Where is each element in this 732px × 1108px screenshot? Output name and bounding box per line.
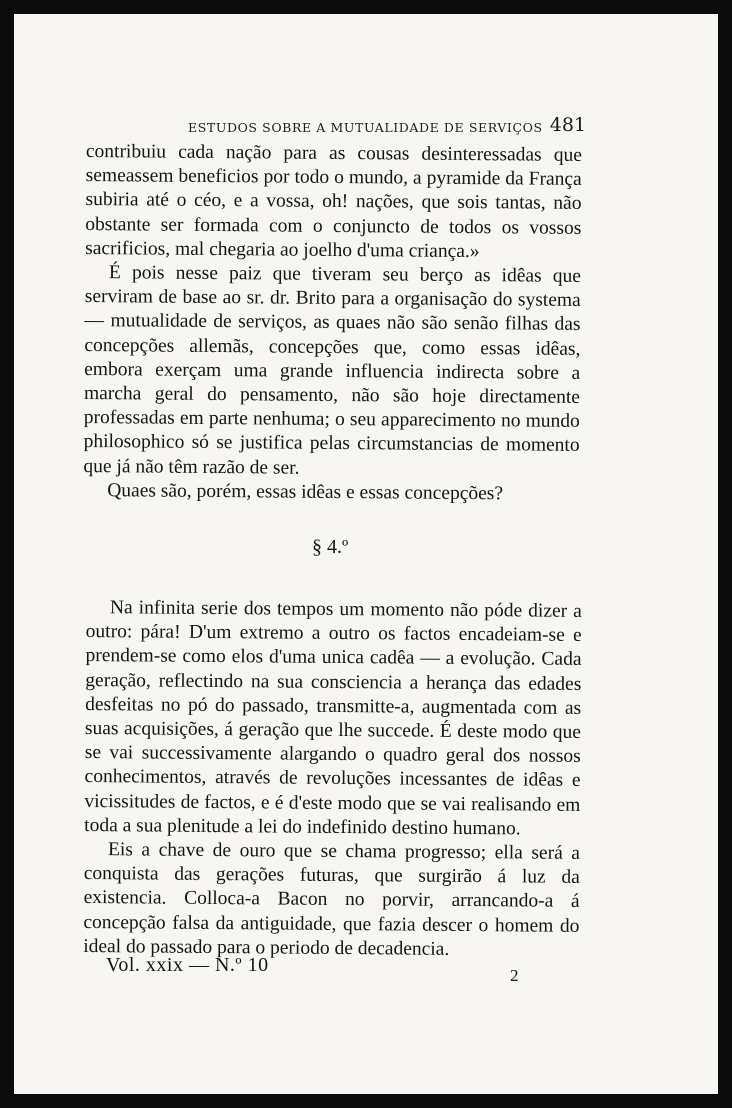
body-text-upper <box>83 140 582 507</box>
page-number: 481 <box>549 114 586 136</box>
body-text-lower <box>83 596 582 963</box>
section-heading: § 4.º <box>312 536 349 558</box>
paragraph: Eis a chave de ouro que se chama progresso; ella será a conquista das gerações futuras, que surgirão á luz da existencia. Colloca-a Bacon no porvir, arrancando-a á concepção falsa da antiguidade, que fazia descer o homem do ideal do passado para o periodo de decadencia. <box>83 839 581 960</box>
running-title: ESTUDOS SOBRE A MUTUALIDADE DE SERVIÇOS <box>188 120 543 135</box>
volume-line: Vol. xxix — N.º 10 <box>106 954 269 976</box>
paragraph: Na infinita serie dos tempos um momento não póde dizer a outro: pára! D'um extremo a outro os factos encadeiam-se e prendem-se como elos d'uma unica cadêa — a evolução. Cada geração, reflectindo na sua consciencia a herança das edades desfeitas no pó do passado, transmitte-a, augmentada com as suas acquisições, á geração que lhe succede. É deste modo que se vai successivamente alargando o quadro geral dos nossos conhecimentos, através de revoluções incessantes de idêas e vicissitudes de factos, e é d'este modo que se vai realisando em toda a sua plenitude a lei do indefinido destino humano. <box>84 597 582 840</box>
paragraph: contribuiu cada nação para as cousas desinteressadas que semeassem beneficios por todo o mundo, a pyramide da França subiria até o céo, e a vossa, oh! nações, que sois tantas, não obstante ser formada com o conjuncto de todos os vossos sacrificios, mal chegaria ao joelho d'uma criança.» <box>85 140 582 262</box>
signature-mark: 2 <box>510 966 519 985</box>
book-page <box>14 14 718 1094</box>
paragraph: Quaes são, porém, essas idêas e essas concepções? <box>107 480 504 505</box>
page-header <box>174 108 594 138</box>
paragraph: É pois nesse paiz que tiveram seu berço as idêas que serviram de base ao sr. dr. Brito para a organisação do systema — mutualidade de serviços, as quaes não são senão filhas das concepções allemãs, concepções que, como essas idêas, embora exerçam uma grande influencia indirecta sobre a marcha geral do pensamento, não são hoje directamente professadas em parte nenhuma; o seu apparecimento no mundo philosophico só se justifica pelas circumstancias de momento que já não têm razão de ser. <box>83 262 582 479</box>
